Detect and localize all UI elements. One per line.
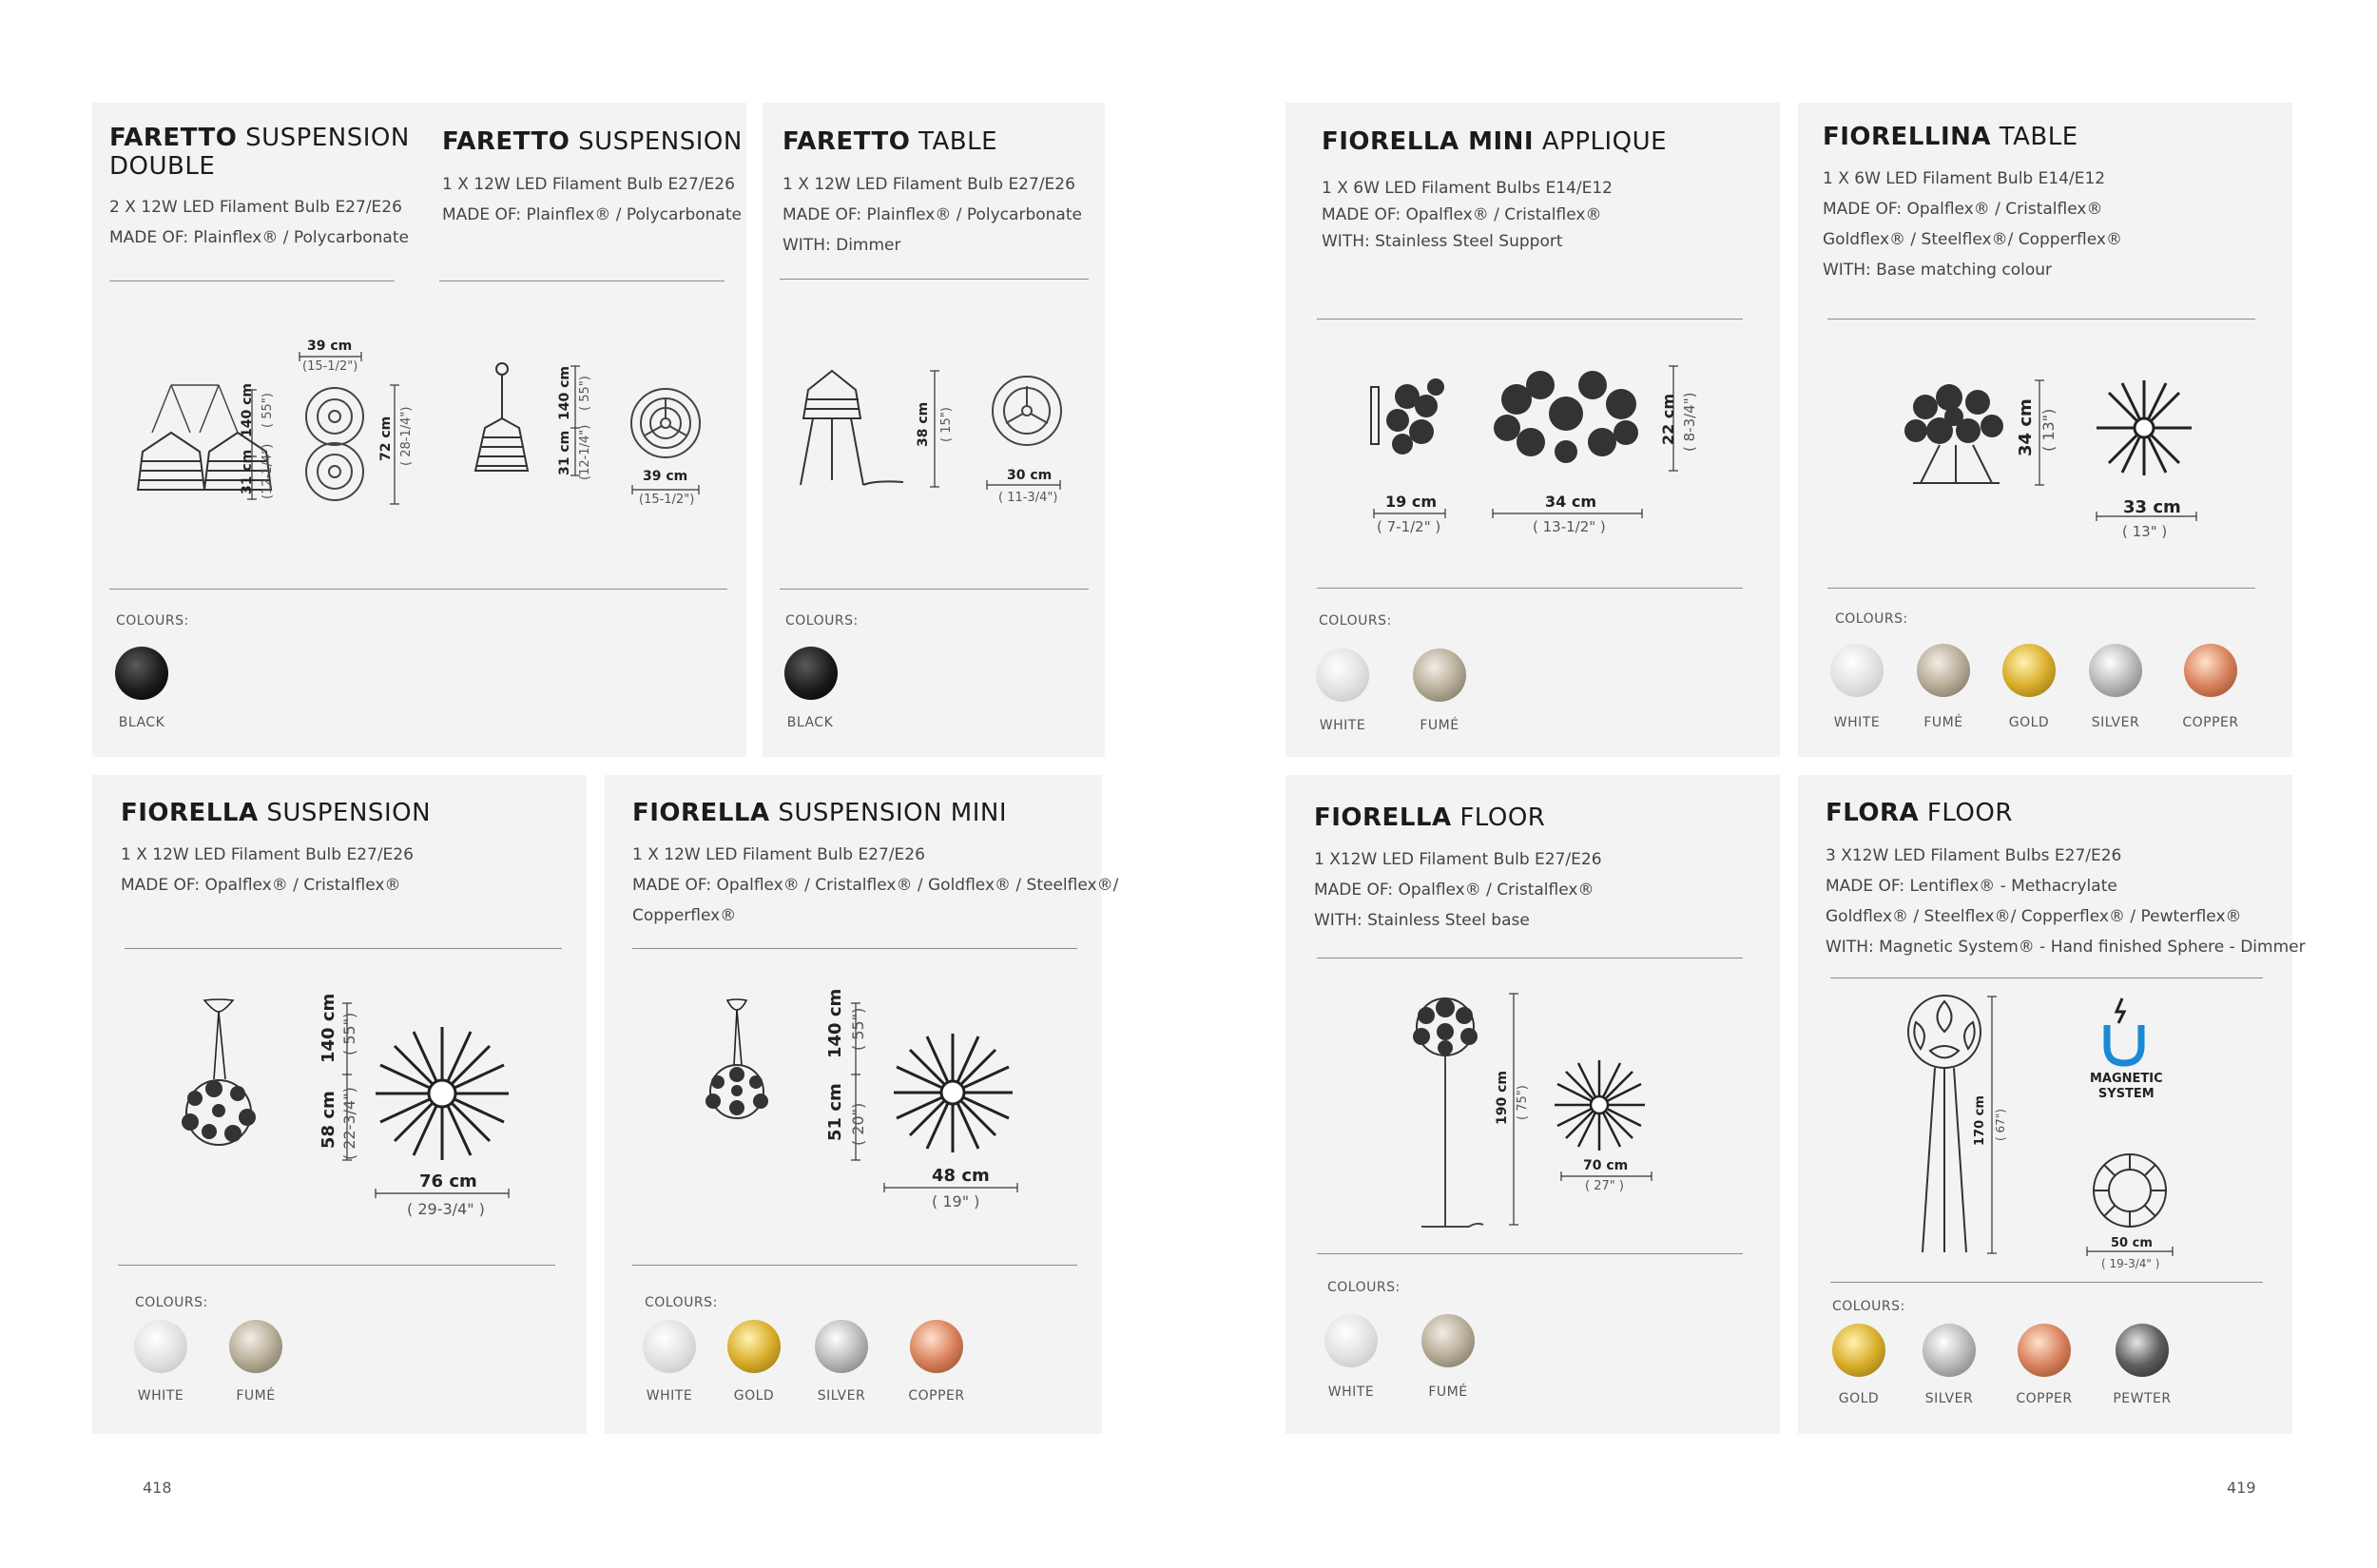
colour-label-gold: GOLD [2008, 715, 2050, 730]
dim-flora-floor-height-in: ( 67") [1994, 1109, 2007, 1141]
dim-flora-floor-height: 170 cm [1973, 1095, 1987, 1146]
product-spec-fiorella-suspension: 1 X 12W LED Filament Bulb E27/E26 MADE OF: Opalflex® / Cristalflex® [121, 845, 414, 895]
dim-flora-floor-width: 50 cm [2111, 1236, 2153, 1250]
product-title-flora-floor: FLORA FLOOR [1826, 799, 2013, 827]
colours-label: COLOURS: [1327, 1280, 1401, 1295]
dim-faretto-double-h2: 31 cm [240, 449, 255, 494]
colours-label: COLOURS: [1832, 1299, 1905, 1314]
colour-swatch-fume[interactable] [229, 1320, 282, 1373]
colour-swatch-white[interactable] [1830, 644, 1884, 697]
colour-swatch-white[interactable] [1324, 1314, 1378, 1367]
dim-flora-floor-width-in: ( 19-3/4" ) [2101, 1257, 2160, 1270]
colour-label-black: BLACK [786, 715, 834, 730]
dim-fiorella-suspension-mini-width: 48 cm [932, 1166, 990, 1186]
divider [1827, 588, 2255, 589]
divider [1317, 588, 1743, 589]
dim-fiorella-suspension-mini-h1: 140 cm [825, 988, 845, 1058]
dim-fiorellina-table-width-in: ( 13" ) [2122, 523, 2168, 540]
product-title-fiorella-suspension-mini: FIORELLA SUSPENSION MINI [632, 799, 1008, 827]
divider [1317, 1253, 1743, 1254]
colour-label-fume: FUMÉ [236, 1388, 276, 1403]
dim-faretto-suspension-h2: 31 cm [557, 430, 572, 475]
product-title-faretto-table: FARETTO TABLE [783, 127, 998, 156]
product-title-faretto-double: FARETTO SUSPENSION DOUBLE [109, 124, 410, 181]
divider [632, 1265, 1077, 1266]
dim-faretto-double-width: 39 cm [307, 339, 353, 354]
colours-label: COLOURS: [645, 1295, 718, 1310]
colour-swatch-copper[interactable] [910, 1320, 963, 1373]
dim-faretto-suspension-width: 39 cm [643, 469, 688, 484]
colour-label-white: WHITE [646, 1388, 693, 1403]
dim-fiorellina-table-height-in: ( 13") [2039, 408, 2058, 452]
dim-faretto-suspension-h1: 140 cm [557, 366, 572, 420]
divider [109, 589, 727, 590]
dim-fiorella-suspension-width-in: ( 29-3/4" ) [407, 1200, 485, 1218]
divider [632, 948, 1077, 949]
colour-label-black: BLACK [118, 715, 165, 730]
dim-fiorella-suspension-mini-h2-in: ( 20") [849, 1102, 867, 1146]
dim-faretto-double-h1: 140 cm [240, 383, 255, 437]
colour-label-copper: COPPER [908, 1388, 965, 1403]
dim-faretto-double-h2-in: (12-1/4") [261, 443, 275, 499]
colour-swatch-white[interactable] [134, 1320, 187, 1373]
colour-swatch-gold[interactable] [1832, 1324, 1885, 1377]
dim-fiorella-suspension-width: 76 cm [419, 1171, 477, 1191]
dim-fiorella-floor-width-in: ( 27" ) [1585, 1179, 1624, 1193]
magnetic-system-label: MAGNETIC SYSTEM [2090, 1072, 2163, 1101]
product-title-fiorellina-table: FIORELLINA TABLE [1823, 123, 2078, 151]
colour-swatch-silver[interactable] [815, 1320, 868, 1373]
dim-fiorella-suspension-mini-h1-in: ( 55") [849, 1007, 867, 1051]
colour-label-fume: FUMÉ [1420, 718, 1459, 733]
dim-fiorellina-table-width: 33 cm [2123, 497, 2181, 517]
page-number-left: 418 [143, 1479, 172, 1497]
dim-faretto-double-h3-in: ( 28-1/4") [399, 406, 414, 466]
colour-label-fume: FUMÉ [1428, 1384, 1468, 1400]
colour-label-white: WHITE [1833, 715, 1881, 730]
colour-swatch-gold[interactable] [727, 1320, 781, 1373]
colour-label-copper: COPPER [2016, 1391, 2073, 1406]
colour-swatch-black[interactable] [115, 647, 168, 700]
dim-fiorella-floor-height: 190 cm [1495, 1071, 1510, 1125]
colour-swatch-silver[interactable] [1923, 1324, 1976, 1377]
dim-faretto-table-height: 38 cm [916, 401, 931, 447]
fiorella-suspension-illustration [166, 998, 271, 1151]
colours-label: COLOURS: [785, 613, 859, 629]
colour-swatch-copper[interactable] [2184, 644, 2237, 697]
dim-fiorella-mini-applique-width-in: ( 13-1/2" ) [1533, 518, 1606, 535]
colour-label-white: WHITE [137, 1388, 184, 1403]
colour-label-silver: SILVER [2091, 715, 2140, 730]
fiorellina-table-illustration [1902, 378, 2011, 488]
product-spec-faretto-double: 2 X 12W LED Filament Bulb E27/E26 MADE OF: Plainflex® / Polycarbonate [109, 198, 409, 247]
divider [780, 589, 1089, 590]
colour-label-copper: COPPER [2182, 715, 2239, 730]
dim-faretto-table-width-in: ( 11-3/4") [998, 491, 1058, 505]
dim-faretto-suspension-width-in: (15-1/2") [639, 493, 695, 507]
colour-label-pewter: PEWTER [2113, 1391, 2172, 1406]
colour-label-silver: SILVER [817, 1388, 866, 1403]
dim-faretto-suspension-h1-in: ( 55") [578, 376, 592, 411]
product-spec-fiorella-floor: 1 X12W LED Filament Bulb E27/E26 MADE OF: Opalflex® / Cristalflex® WITH: Stainless Steel base [1314, 850, 1602, 930]
product-title-fiorella-floor: FIORELLA FLOOR [1314, 803, 1546, 832]
product-spec-faretto-table: 1 X 12W LED Filament Bulb E27/E26 MADE OF: Plainflex® / Polycarbonate WITH: Dimmer [783, 175, 1082, 255]
dim-fiorella-mini-applique-height: 22 cm [1659, 394, 1677, 445]
divider [780, 279, 1089, 280]
faretto-table-illustration [789, 366, 913, 499]
dim-fiorella-suspension-mini-width-in: ( 19" ) [932, 1192, 980, 1210]
fiorella-floor-illustration [1393, 989, 1498, 1236]
fiorella-floor-dimension-lines [1504, 994, 1675, 1231]
colour-label-white: WHITE [1319, 718, 1366, 733]
dim-fiorella-mini-applique-width: 34 cm [1545, 493, 1596, 511]
divider [125, 948, 562, 949]
colours-label: COLOURS: [1319, 613, 1392, 629]
product-title-faretto-suspension: FARETTO SUSPENSION [442, 127, 743, 156]
dim-fiorella-suspension-mini-h2: 51 cm [825, 1083, 845, 1141]
dim-faretto-table-width: 30 cm [1007, 468, 1053, 483]
dim-faretto-suspension-h2-in: (12-1/4") [578, 424, 592, 480]
colour-swatch-fume[interactable] [1413, 648, 1466, 702]
dim-faretto-double-width-in: (15-1/2") [302, 359, 358, 374]
dim-fiorella-mini-applique-depth: 19 cm [1385, 493, 1437, 511]
faretto-suspension-illustration [456, 361, 551, 494]
fiorella-suspension-mini-dimension-lines [846, 1003, 1036, 1193]
divider [1830, 1282, 2263, 1283]
dim-fiorella-suspension-h2: 58 cm [319, 1091, 338, 1149]
fiorella-suspension-mini-illustration [685, 998, 789, 1122]
colour-label-gold: GOLD [733, 1388, 775, 1403]
flora-floor-dimension-lines [1982, 997, 2192, 1272]
product-title-fiorella-mini-applique: FIORELLA MINI APPLIQUE [1322, 127, 1668, 156]
product-spec-fiorella-mini-applique: 1 X 6W LED Filament Bulbs E14/E12 MADE OF: Opalflex® / Cristalflex® WITH: Stainless Steel Support [1322, 179, 1613, 251]
colour-swatch-gold[interactable] [2002, 644, 2056, 697]
product-spec-fiorella-suspension-mini: 1 X 12W LED Filament Bulb E27/E26 MADE OF: Opalflex® / Cristalflex® / Goldflex® / Steelflex®/ Copperflex® [632, 845, 1119, 925]
dim-faretto-double-h1-in: ( 55") [261, 393, 275, 428]
dim-faretto-table-height-in: ( 15") [939, 407, 954, 442]
colour-swatch-silver[interactable] [2089, 644, 2142, 697]
colours-label: COLOURS: [135, 1295, 208, 1310]
fiorella-suspension-dimension-lines [338, 1003, 528, 1193]
colour-label-fume: FUMÉ [1923, 715, 1963, 730]
colours-label: COLOURS: [1835, 611, 1908, 627]
colour-swatch-white[interactable] [643, 1320, 696, 1373]
colour-swatch-black[interactable] [784, 647, 838, 700]
product-spec-faretto-suspension: 1 X 12W LED Filament Bulb E27/E26 MADE OF: Plainflex® / Polycarbonate [442, 175, 742, 224]
colour-swatch-white[interactable] [1316, 648, 1369, 702]
dim-fiorella-floor-width: 70 cm [1583, 1158, 1629, 1173]
product-spec-fiorellina-table: 1 X 6W LED Filament Bulb E14/E12 MADE OF: Opalflex® / Cristalflex® Goldflex® / Steelflex®/ Copperflex® WITH: Base matching colour [1823, 169, 2122, 280]
dim-fiorella-mini-applique-depth-in: ( 7-1/2" ) [1377, 518, 1441, 535]
divider [118, 1265, 555, 1266]
product-title-fiorella-suspension: FIORELLA SUSPENSION [121, 799, 432, 827]
colour-swatch-copper[interactable] [2018, 1324, 2071, 1377]
dim-fiorella-suspension-h1: 140 cm [319, 993, 338, 1063]
dim-fiorella-suspension-h2-in: ( 22-3/4") [340, 1087, 358, 1160]
page-number-right: 419 [2227, 1479, 2256, 1497]
colour-label-silver: SILVER [1924, 1391, 1974, 1406]
dim-faretto-double-h3: 72 cm [378, 416, 394, 461]
product-spec-flora-floor: 3 X12W LED Filament Bulbs E27/E26 MADE OF: Lentiflex® - Methacrylate Goldflex® / Steelflex®/ Copperflex® / Pewterflex® WITH: Magnetic System® - Hand finished Sphere - Dimmer [1826, 846, 2306, 957]
colour-swatch-fume[interactable] [1421, 1314, 1475, 1367]
colour-swatch-pewter[interactable] [2116, 1324, 2169, 1377]
dim-fiorella-mini-applique-height-in: ( 8-3/4") [1681, 392, 1698, 452]
dim-fiorella-suspension-h1-in: ( 55") [340, 1012, 358, 1055]
colour-label-white: WHITE [1327, 1384, 1375, 1400]
dim-fiorella-floor-height-in: ( 75") [1516, 1085, 1530, 1120]
colours-label: COLOURS: [116, 613, 189, 629]
colour-label-gold: GOLD [1838, 1391, 1880, 1406]
colour-swatch-fume[interactable] [1917, 644, 1970, 697]
dim-fiorellina-table-height: 34 cm [2016, 398, 2036, 456]
